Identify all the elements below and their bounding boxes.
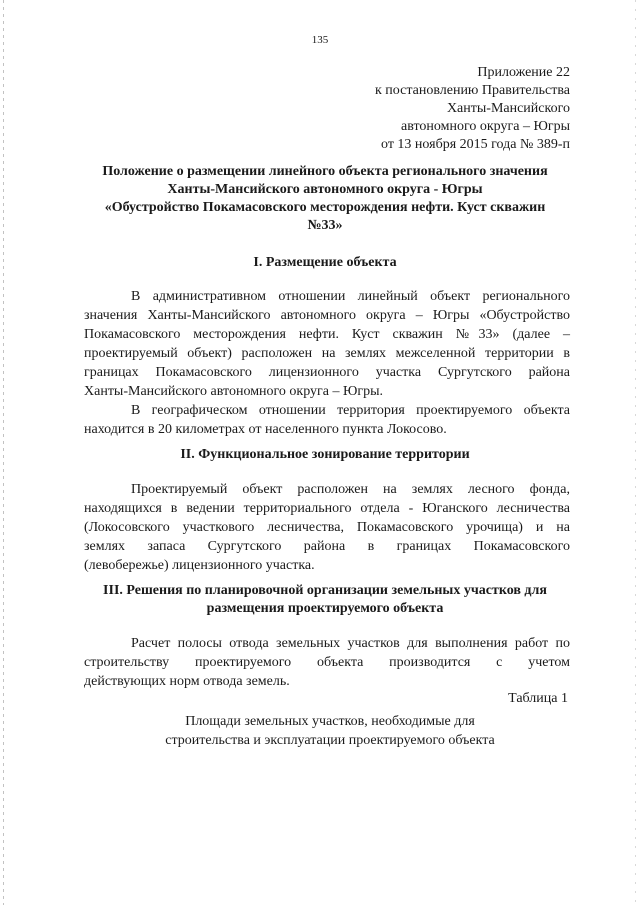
table-label: Таблица 1 xyxy=(508,691,568,706)
text-line: (Локосовского участкового лесничества, Покамасовского урочища) и на xyxy=(84,520,570,535)
text-line: землях запаса Сургутского района в границах Покамасовского xyxy=(84,539,570,554)
section-3-heading-line: III. Решения по планировочной организации земельных участков для xyxy=(103,583,547,598)
section-1-paragraph-2 xyxy=(84,401,570,439)
appendix-line: Приложение 22 xyxy=(477,65,570,80)
appendix-line: Ханты-Мансийского xyxy=(446,101,570,116)
text-line: находящихся в ведении территориального отдела - Юганского лесничества xyxy=(84,501,570,516)
document-title xyxy=(70,163,580,235)
text-line: Расчет полосы отвода земельных участков для выполнения работ по xyxy=(131,636,570,651)
text-line: Ханты-Мансийского автономного округа – Югры. xyxy=(84,384,384,399)
text-line: проектируемый объект) расположен на землях межселенной территории в xyxy=(84,346,570,361)
section-2-heading xyxy=(70,446,580,464)
title-line: №33» xyxy=(307,218,343,233)
text-line: границах Покамасовского лицензионного участка Сургутского района xyxy=(84,365,570,380)
text-line: В географическом отношении территория проектируемого объекта xyxy=(131,403,570,418)
section-3-heading xyxy=(70,582,580,618)
table-caption xyxy=(150,712,510,750)
appendix-line: от 13 ноября 2015 года № 389-п xyxy=(381,137,570,152)
page-number: 135 xyxy=(311,34,329,46)
text-line: В административном отношении линейный объект регионального xyxy=(131,289,570,304)
section-2-heading-text: II. Функциональное зонирование территории xyxy=(180,447,470,462)
text-line: Проектируемый объект расположен на землях лесного фонда, xyxy=(131,482,570,497)
appendix-line: к постановлению Правительства xyxy=(374,83,570,98)
text-line: находится в 20 километрах от населенного пункта Локосово. xyxy=(84,422,447,437)
appendix-block xyxy=(375,64,570,154)
appendix-line: автономного округа – Югры xyxy=(401,119,570,134)
table-caption-line: Площади земельных участков, необходимые для xyxy=(185,714,475,729)
text-line: значения Ханты-Мансийского автономного округа – Югры «Обустройство xyxy=(84,308,570,323)
scan-edge-left xyxy=(3,0,4,905)
section-1-paragraph-1 xyxy=(84,287,570,401)
section-3-heading-line: размещения проектируемого объекта xyxy=(206,601,444,616)
title-line: Положение о размещении линейного объекта регионального значения xyxy=(102,164,548,179)
section-1-heading-text: I. Размещение объекта xyxy=(253,255,397,270)
text-line: действующих норм отвода земель. xyxy=(84,674,290,689)
title-line: «Обустройство Покамасовского месторождения нефти. Куст скважин xyxy=(104,200,546,215)
table-caption-line: строительства и эксплуатации проектируемого объекта xyxy=(165,733,495,748)
section-2-paragraph-1 xyxy=(84,480,570,575)
text-line: Покамасовского месторождения нефти. Куст скважин №33» (далее – xyxy=(84,327,570,342)
text-line: строительству проектируемого объекта производится с учетом xyxy=(84,655,570,670)
scan-edge-right xyxy=(635,0,636,905)
section-3-paragraph-1 xyxy=(84,634,570,691)
section-1-heading xyxy=(70,254,580,272)
text-line: (левобережье) лицензионного участка. xyxy=(84,558,315,573)
title-line: Ханты-Мансийского автономного округа - Югры xyxy=(167,182,483,197)
